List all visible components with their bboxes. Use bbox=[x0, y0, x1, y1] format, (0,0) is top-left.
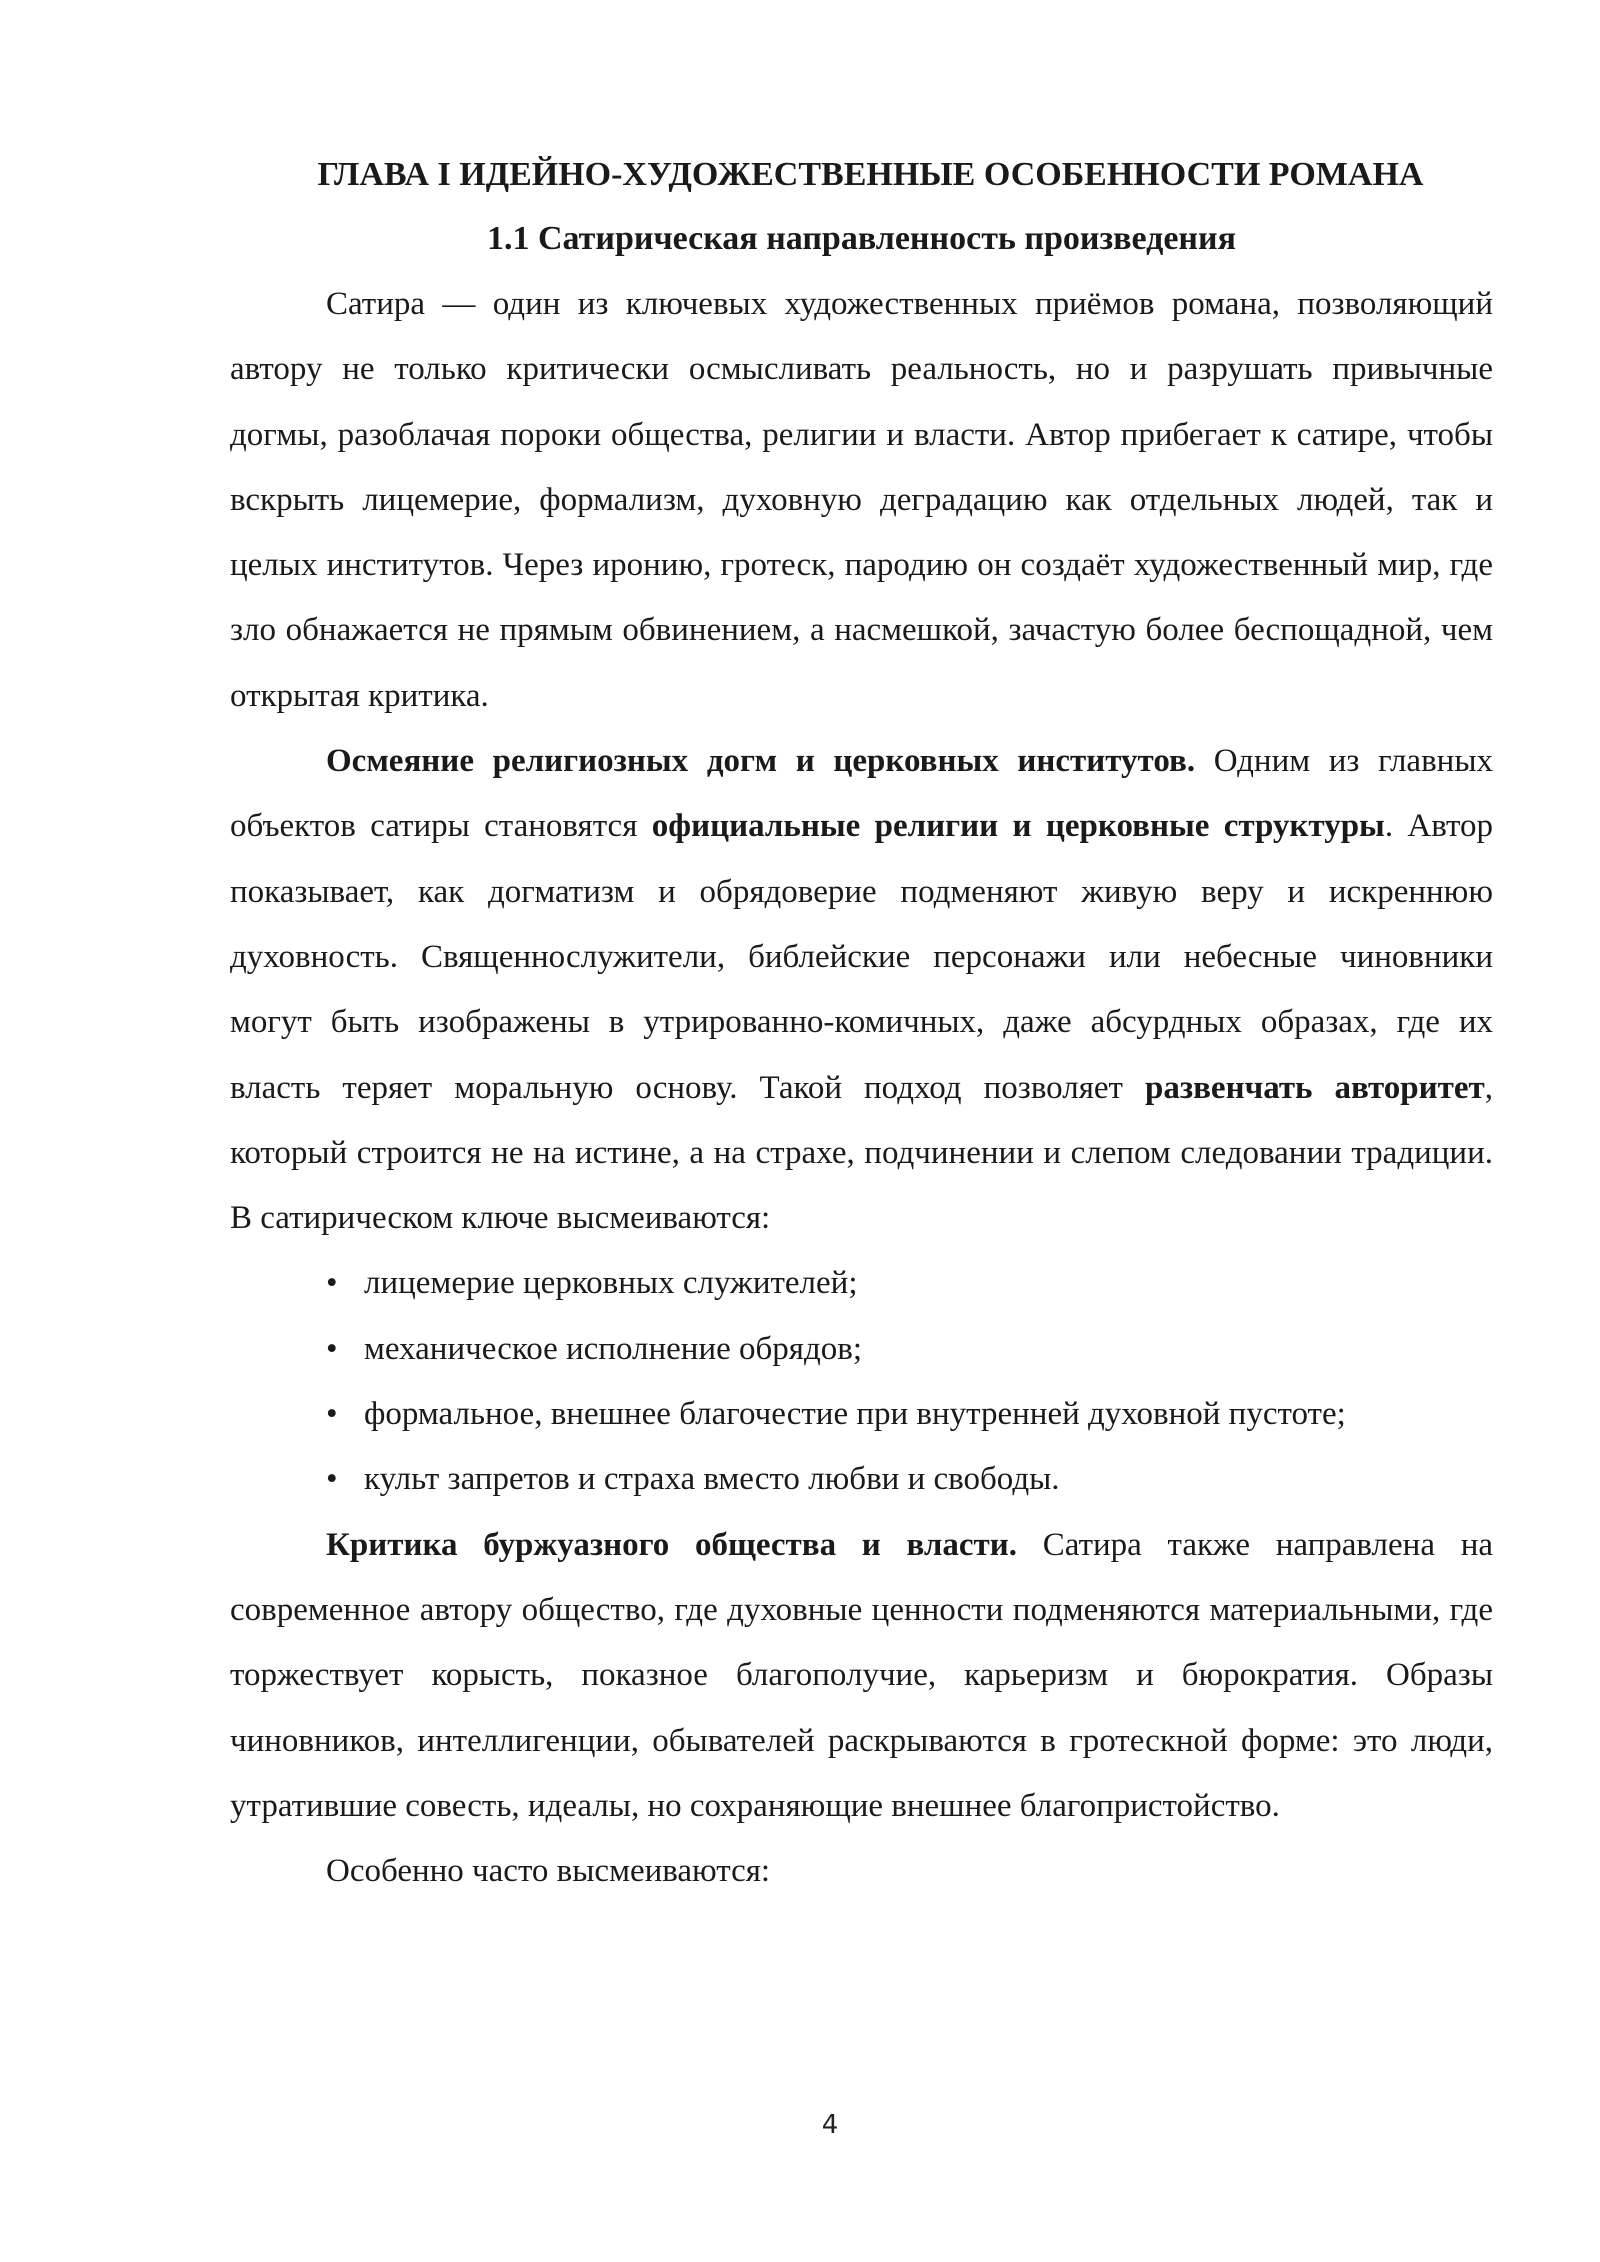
paragraph-religion-bold-a: официальные религии и церковные структуры bbox=[651, 808, 1385, 845]
paragraph-religion bbox=[230, 729, 1493, 1251]
bullet-icon: • bbox=[326, 1461, 338, 1498]
list-item-text: механическое исполнение обрядов; bbox=[364, 1330, 863, 1367]
paragraph-satire-intro: Сатира — один из ключевых художественных приёмов романа, позволяющий автору не только критически осмысливать реальность, но и разрушать привычные догмы, разоблачая пороки общества, религии и власти. Автор прибегает к сатире, чтобы вскрыть лицемерие, формализм, духовную деградацию как отдельных людей, так и целых институтов. Через иронию, гротеск, пародию он создаёт художественный мир, где зло обнажается не прямым обвинением, а насмешкой, зачастую более беспощадной, чем открытая критика. bbox=[230, 286, 1493, 714]
paragraph-religion-text-a: Одним из главных объектов сатиры становятся bbox=[230, 743, 1493, 845]
paragraph-often-mocked: Особенно часто высмеиваются: bbox=[326, 1853, 771, 1890]
list-item bbox=[326, 1251, 1493, 1316]
bullet-icon: • bbox=[326, 1330, 338, 1367]
list-item bbox=[326, 1317, 1493, 1382]
section-title: 1.1 Сатирическая направленность произведения bbox=[487, 220, 1236, 257]
chapter-title: ГЛАВА I ИДЕЙНО-ХУДОЖЕСТВЕННЫЕ ОСОБЕННОСТИ РОМАНА bbox=[317, 156, 1424, 193]
list-item-text: формальное, внешнее благочестие при внутренней духовной пустоте; bbox=[364, 1396, 1346, 1433]
bullet-icon: • bbox=[326, 1265, 338, 1302]
bullet-icon: • bbox=[326, 1396, 338, 1433]
paragraph-religion-bold-b: развенчать авторитет bbox=[1144, 1069, 1485, 1106]
list-item-text: культ запретов и страха вместо любви и свободы. bbox=[364, 1461, 1060, 1498]
paragraph-religion-text-b: . Автор показывает, как догматизм и обрядоверие подменяют живую веру и искреннюю духовность. Священнослужители, библейские персонажи или небесные чиновники могут быть изображены в утрированно-комичных, даже абсурдных образах, где их власть теряет моральную основу. Такой подход позволяет bbox=[230, 808, 1493, 1106]
paragraph-bourgeois bbox=[230, 1513, 1493, 1839]
bullet-list bbox=[230, 1251, 1493, 1512]
paragraph-bourgeois-text: Сатира также направлена на современное автору общество, где духовные ценности подменяются материальными, где торжествует корысть, показное благополучие, карьеризм и бюрократия. Образы чиновников, интеллигенции, обывателей раскрываются в гротескной форме: это люди, утратившие совесть, идеалы, но сохраняющие внешнее благопристойство. bbox=[230, 1526, 1494, 1824]
document-page bbox=[230, 150, 1493, 1904]
paragraph-bourgeois-lead: Критика буржуазного общества и власти. bbox=[326, 1526, 1018, 1563]
paragraph-religion-text-c: , который строится не на истине, а на страхе, подчинении и слепом следовании традиции. В сатирическом ключе высмеиваются: bbox=[230, 1069, 1493, 1237]
page-number: 4 bbox=[821, 2110, 839, 2140]
list-item-text: лицемерие церковных служителей; bbox=[364, 1265, 858, 1302]
list-item bbox=[326, 1382, 1493, 1447]
paragraph-religion-lead: Осмеяние религиозных догм и церковных институтов. bbox=[326, 743, 1196, 780]
list-item bbox=[326, 1447, 1493, 1512]
